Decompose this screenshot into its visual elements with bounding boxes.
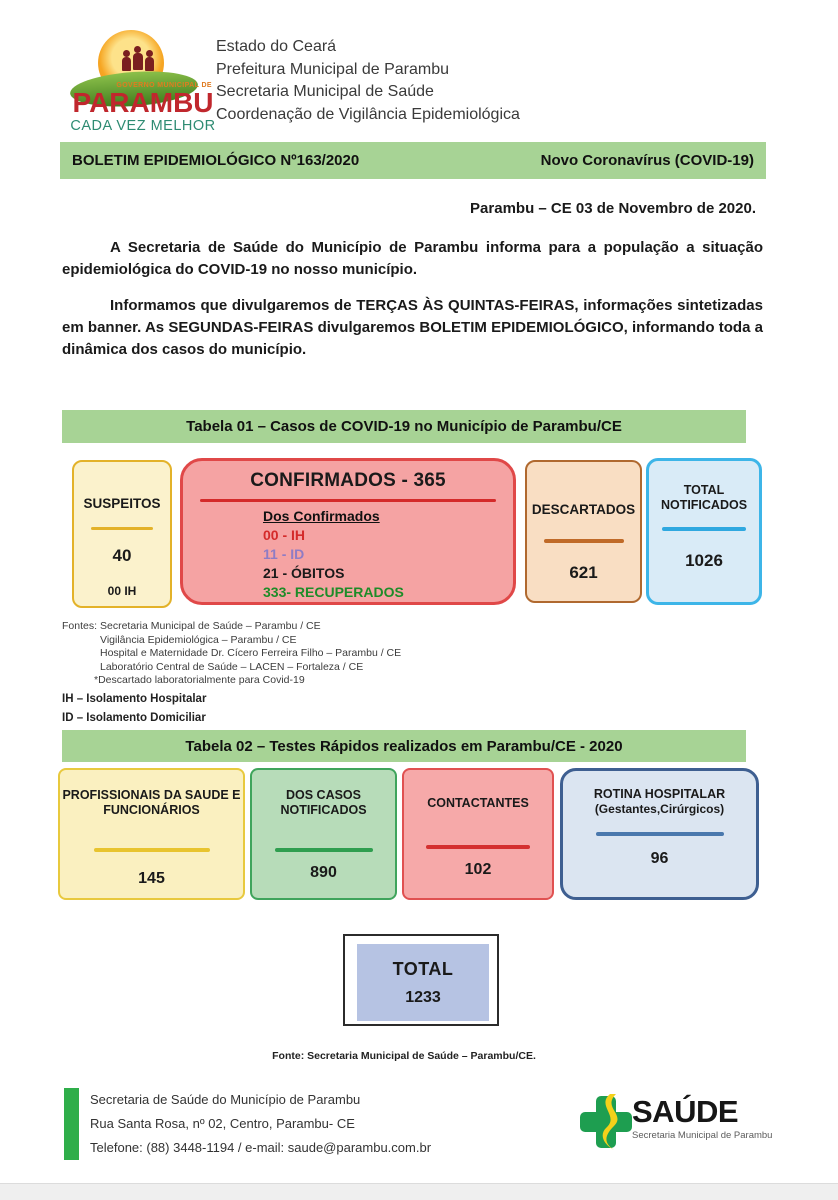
logo-gov-line: GOVERNO MUNICIPAL DE: [116, 82, 212, 89]
profissionais-value: 145: [138, 870, 165, 887]
org-line: Estado do Ceará: [216, 38, 337, 55]
saude-logo: [580, 1092, 800, 1158]
descartados-label: DESCARTADOS: [531, 502, 636, 517]
sources-block: [62, 620, 401, 688]
confirmados-subheader: Dos Confirmados: [263, 508, 380, 524]
total-card: [343, 934, 499, 1026]
intro-paragraph: A Secretaria de Saúde do Município de Parambu informa para a população a situação epidemiológica do COVID-19 no nosso município.: [62, 239, 763, 278]
casos-notificados-label: DOS CASOS NOTIFICADOS: [280, 788, 367, 817]
total-notificados-label: TOTAL NOTIFICADOS: [660, 483, 748, 512]
org-line: Coordenação de Vigilância Epidemiológica: [216, 105, 520, 123]
logo-tagline: CADA VEZ MELHOR: [70, 118, 216, 134]
divider: [275, 848, 373, 852]
bulletin-subject: Novo Coronavírus (COVID-19): [540, 152, 754, 169]
profissionais-card: [58, 768, 245, 900]
total-value: 1233: [405, 988, 441, 1006]
divider: [200, 499, 496, 502]
confirmados-id: 11 - ID: [263, 546, 305, 562]
divider: [94, 848, 210, 852]
confirmados-breakdown: [263, 507, 433, 602]
suspeitos-footnote: 00 IH: [107, 584, 137, 598]
divider: [426, 845, 530, 849]
saude-logo-title: SAÚDE: [632, 1094, 739, 1129]
bulletin-number: BOLETIM EPIDEMIOLÓGICO Nº163/2020: [72, 152, 360, 169]
page-header: [68, 26, 768, 136]
suspeitos-label: SUSPEITOS: [83, 496, 161, 511]
person-icon: [134, 46, 141, 53]
source-line: Vigilância Epidemiológica – Parambu / CE: [100, 633, 297, 646]
confirmados-label: CONFIRMADOS - 365: [250, 470, 446, 491]
logo-name: PARAMBU: [72, 87, 214, 118]
legend-id: ID – Isolamento Domiciliar: [62, 712, 206, 724]
rotina-hospitalar-card: [560, 768, 759, 900]
health-cross-icon: [580, 1092, 638, 1152]
footer-contact-block: [90, 1088, 431, 1160]
source-line: Secretaria Municipal de Saúde – Parambu / CE: [100, 620, 321, 632]
descartados-card: [525, 460, 642, 603]
confirmados-recuperados: 333- RECUPERADOS: [263, 584, 404, 600]
bulletin-title-bar: [60, 142, 766, 179]
person-icon: [133, 53, 143, 70]
confirmados-ih: 00 - IH: [263, 527, 306, 543]
total-card-inner: [357, 944, 489, 1021]
contactantes-value: 102: [464, 861, 492, 878]
descartados-value: 621: [569, 563, 598, 582]
source-line: Hospital e Maternidade Dr. Cícero Ferreira Filho – Parambu / CE: [100, 647, 402, 659]
org-line: Prefeitura Municipal de Parambu: [216, 60, 450, 78]
total-label: TOTAL: [392, 958, 454, 979]
person-icon: [123, 50, 130, 57]
rotina-hospitalar-label: ROTINA HOSPITALAR: [593, 787, 726, 801]
footer-accent-bar: [64, 1088, 79, 1160]
person-icon: [122, 57, 131, 71]
contactantes-label: CONTACTANTES: [427, 796, 529, 810]
casos-notificados-value: 890: [310, 864, 337, 881]
source-footnote: *Descartado laboratorialmente para Covid-19: [94, 674, 305, 686]
table2-source-line: Fonte: Secretaria Municipal de Saúde – Parambu/CE.: [272, 1050, 536, 1062]
rotina-hospitalar-sublabel: (Gestantes,Cirúrgicos): [594, 802, 725, 816]
casos-notificados-card: [250, 768, 397, 900]
schedule-paragraph: Informamos que divulgaremos de TERÇAS ÀS QUINTAS-FEIRAS, informações sintetizadas em banner. As SEGUNDAS-FEIRAS divulgaremos BOLETIM EPIDEMIOLÓGICO, informando toda a dinâmica dos casos do município.: [62, 297, 763, 358]
divider: [91, 527, 153, 530]
profissionais-label: PROFISSIONAIS DA SAUDE E FUNCIONÁRIOS: [62, 788, 241, 817]
legend-block: [62, 690, 206, 728]
source-line: Laboratório Central de Saúde – LACEN – Fortaleza / CE: [100, 660, 364, 673]
sources-label: Fontes:: [62, 620, 98, 632]
divider: [596, 832, 724, 836]
total-notificados-value: 1026: [685, 551, 723, 570]
saude-logo-subtitle: Secretaria Municipal de Parambu: [632, 1130, 773, 1141]
parambu-logo: [68, 26, 218, 138]
total-notificados-card: [646, 458, 762, 605]
footer-address-line: Rua Santa Rosa, nº 02, Centro, Parambu- CE: [90, 1116, 355, 1131]
confirmados-obitos: 21 - ÓBITOS: [263, 565, 345, 581]
divider: [662, 527, 746, 531]
legend-ih: IH – Isolamento Hospitalar: [62, 693, 207, 705]
org-lines: [216, 36, 520, 126]
footer-phone-email-line: Telefone: (88) 3448-1194 / e-mail: saude@parambu.com.br: [90, 1140, 432, 1155]
contactantes-card: [402, 768, 554, 900]
page-footer: [0, 1086, 838, 1166]
footer-org-line: Secretaria de Saúde do Município de Parambu: [90, 1092, 361, 1107]
bottom-strip: [0, 1183, 838, 1200]
org-line: Secretaria Municipal de Saúde: [216, 83, 434, 100]
table1-title-bar: Tabela 01 – Casos de COVID-19 no Município de Parambu/CE: [62, 410, 746, 443]
table2-title-bar: Tabela 02 – Testes Rápidos realizados em Parambu/CE - 2020: [62, 730, 746, 762]
rotina-hospitalar-value: 96: [650, 850, 669, 867]
confirmados-card: [180, 458, 516, 605]
person-icon: [145, 57, 154, 71]
suspeitos-card: [72, 460, 172, 608]
suspeitos-value: 40: [112, 546, 132, 565]
dateline: Parambu – CE 03 de Novembro de 2020.: [470, 200, 756, 217]
divider: [544, 539, 624, 543]
person-icon: [146, 50, 153, 57]
